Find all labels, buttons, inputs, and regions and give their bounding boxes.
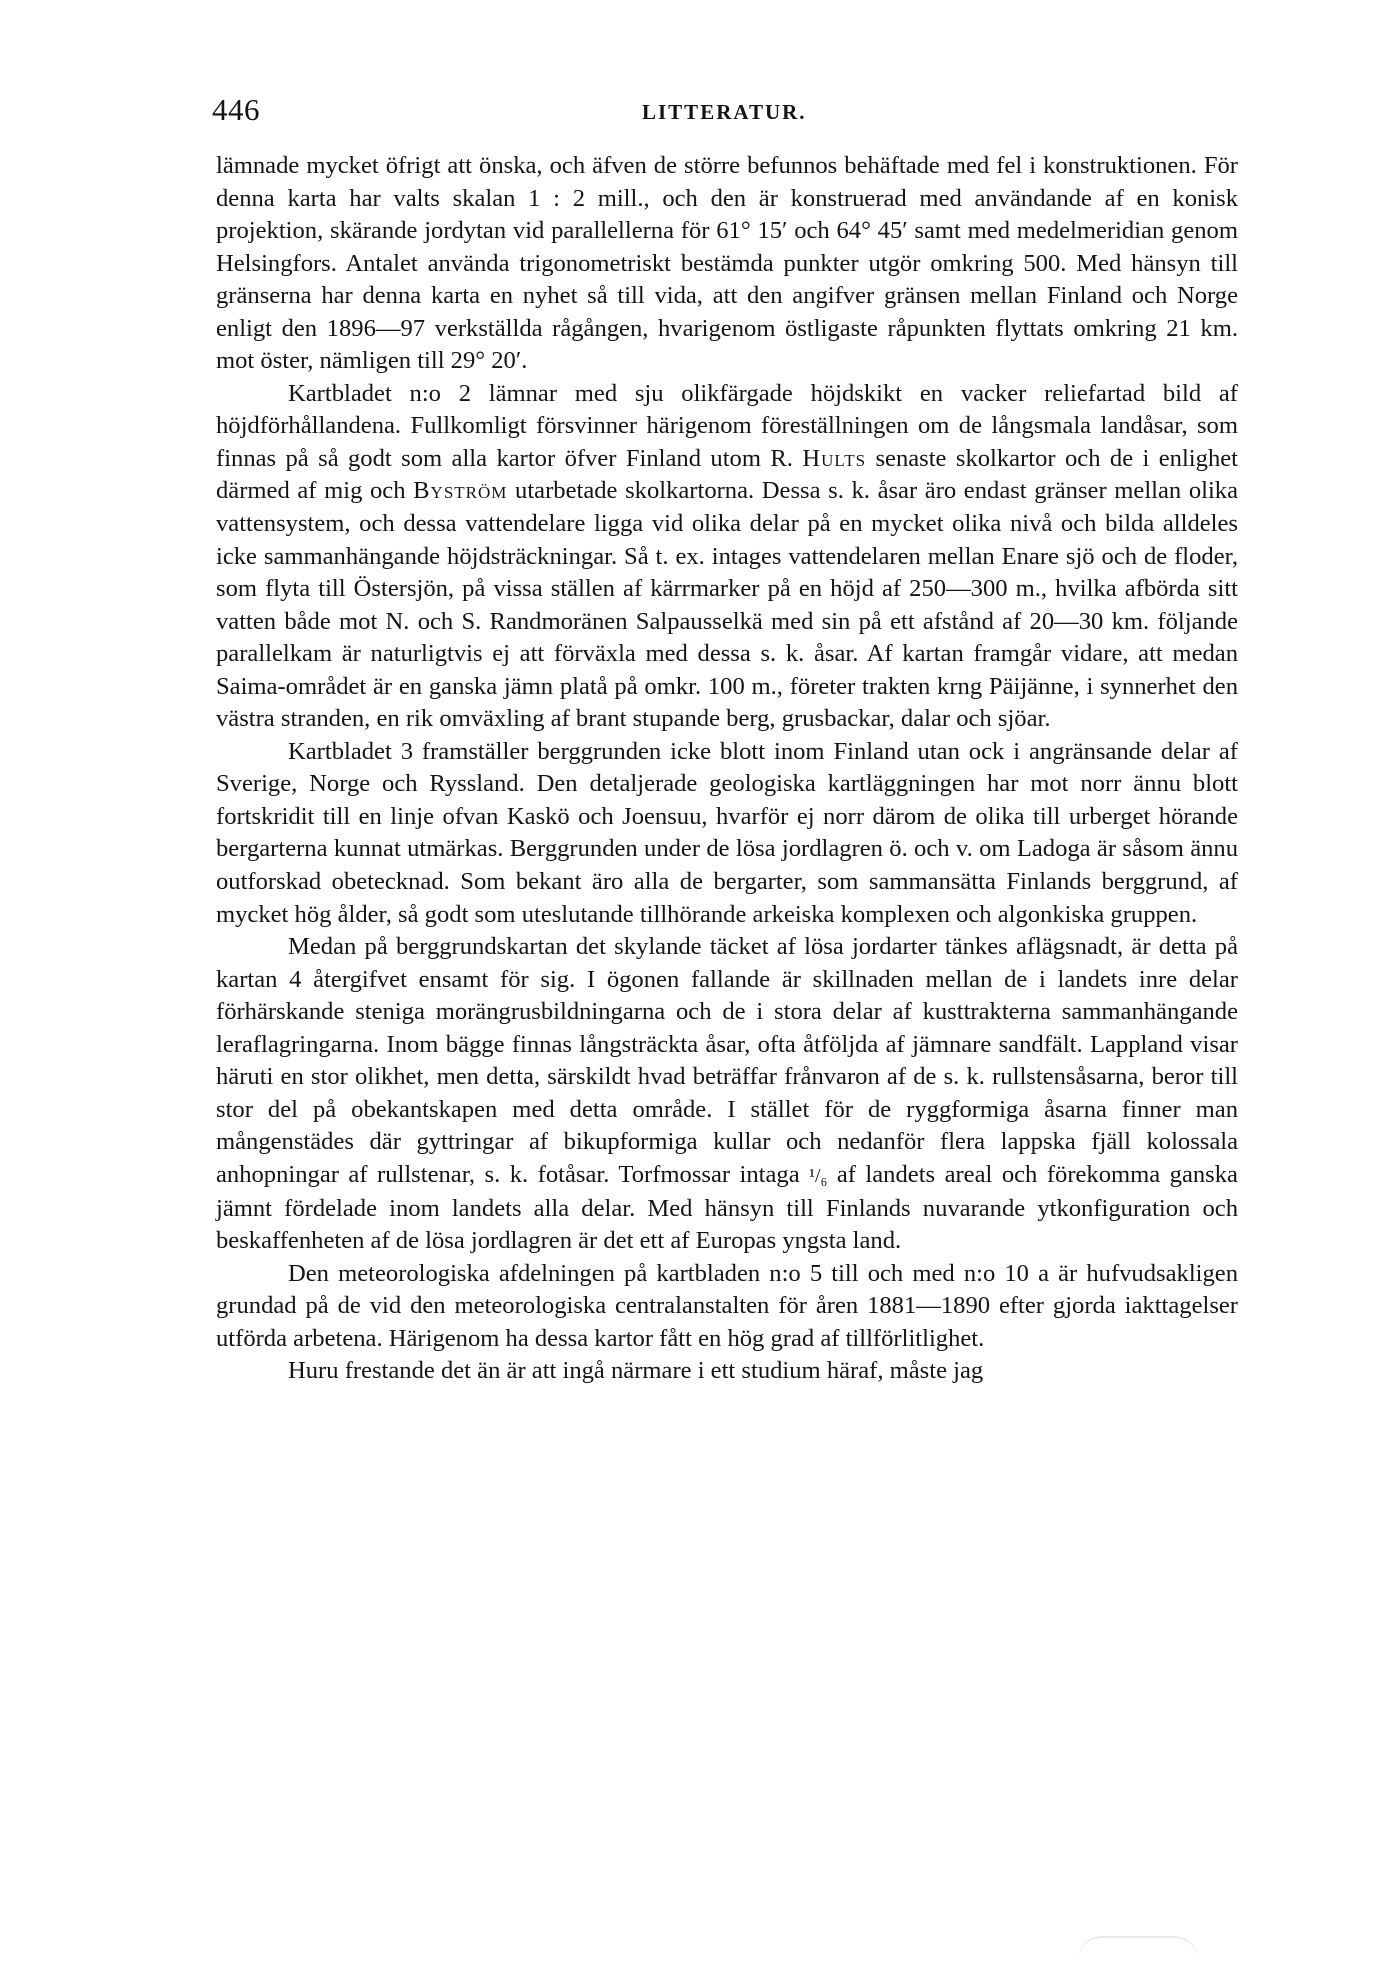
paragraph-4-part-b: af landets areal och förekomma ganska jämnt fördelade inom landets alla delar. Med hänsyn till Finlands nuvarande ytkonfiguration och beskaffenheten af de lösa jordlagren är det ett af Europas yngsta land. [216,1160,1238,1255]
body-text [216,150,1238,1388]
paragraph-4-part-a: Medan på berggrundskartan det skylande täcket af lösa jordarter tänkes aflägsnadt, är detta på kartan 4 återgifvet ensamt för sig. I ögonen fallande är skillnaden mellan de i landets inre delar förhärskande steniga morängrusbildningarna och de i stora delar af kusttrakterna sammanhängande leraflagringarna. Inom bägge finnas långsträckta åsar, ofta åtföljda af jämnare sandfält. Lappland visar häruti en stor olikhet, men detta, särskildt hvad beträffar frånvaron af de s. k. rullstensåsarna, beror till stor del på obekantskapen med detta område. I stället för de ryggformiga åsarna finner man mångenstädes där gyttringar af bikupformiga kullar och nedanför flera lappska fjäll kolossala anhopningar af rullstenar, s. k. fotåsar. Torfmossar intaga [216,933,1238,1188]
paragraph-2-part-c: utarbetade skolkartorna. Dessa s. k. åsar äro endast gränser mellan olika vattensystem, och dessa vattendelare ligga vid olika delar på en mycket olika nivå och bilda alldeles icke sammanhängande höjdsträckningar. Så t. ex. intages vattendelaren mellan Enare sjö och de floder, som flyta till Östersjön, på vissa ställen af kärrmarker på en höjd af 250—300 m., hvilka afbörda sitt vatten både mot N. och S. Randmoränen Salpausselkä med sin på ett afstånd af 20—30 km. följande parallelkam är naturligtvis ej att förväxla med dessa s. k. åsar. Af kartan framgår vidare, att medan Saima-området är en ganska jämn platå på omkr. 100 m., företer trakten krng Päijänne, i synnerhet den västra stranden, en rik omväxling af brant stupande berg, grusbackar, dalar och sjöar. [216,477,1238,733]
running-head: LITTERATUR. [642,100,807,124]
author-name-hult: Hults [802,444,867,472]
paragraph-2 [216,378,1238,736]
paragraph-6: Huru frestande det än är att ingå närmare i ett studium häraf, måste jag [288,1357,984,1385]
paragraph-4 [216,931,1238,1257]
paragraph-5: Den meteorologiska afdelningen på kartbladen n:o 5 till och med n:o 10 a är hufvudsakligen grundad på de vid den meteorologiska centralanstalten för åren 1881—1890 efter gjorda iakttagelser utförda arbetena. Härigenom ha dessa kartor fått en hög grad af tillförlitlighet. [216,1259,1238,1352]
paragraph-2-part-b: senaste skolkartor och de i enlighet därmed af mig och [216,444,1238,505]
paragraph-2-part-a: Kartbladet n:o 2 lämnar med sju olikfärgade höjdskikt en vacker reliefartad bild af höjdförhållandena. Fullkomligt försvinner härigenom föreställningen om de långsmala landåsar, som finnas på så godt som alla kartor öfver Finland utom R. [216,379,1238,472]
paragraph-3: Kartbladet 3 framställer berggrunden icke blott inom Finland utan ock i angränsande delar af Sverige, Norge och Ryssland. Den detaljerade geologiska kartläggningen har mot norr ännu blott fortskridit till en linje ofvan Kaskö och Joensuu, hvarför ej norr därom de olika till urberget hörande bergarterna kunnat utmärkas. Berggrunden under de lösa jordlagren ö. och v. om Ladoga är såsom ännu outforskad obetecknad. Som bekant äro alla de bergarter, som sammansätta Finlands berggrund, af mycket hög ålder, så godt som uteslutande tillhörande arkeiska komplexen och algonkiska gruppen. [216,737,1238,928]
page-number: 446 [212,92,260,127]
author-name-bystrom: Byström [413,477,508,505]
fraction-one-sixth: ¹/₆ [809,1164,828,1187]
scan-smudge [1078,1936,1198,1960]
paragraph-1: lämnade mycket öfrigt att önska, och äfven de större befunnos behäftade med fel i konstruktionen. För denna karta har valts skalan 1 : 2 mill., och den är konstruerad med användande af en konisk projektion, skärande jordytan vid parallellerna för 61° 15′ och 64° 45′ samt med medelmeridian genom Helsingfors. Antalet använda trigonometriskt bestämda punkter utgör omkring 500. Med hänsyn till gränserna har denna karta en nyhet så till vida, att den angifver gränsen mellan Finland och Norge enligt den 1896—97 verkställda rågången, hvarigenom östligaste råpunkten flyttats omkring 21 km. mot öster, nämligen till 29° 20′. [216,152,1238,375]
page-header [212,92,1240,132]
